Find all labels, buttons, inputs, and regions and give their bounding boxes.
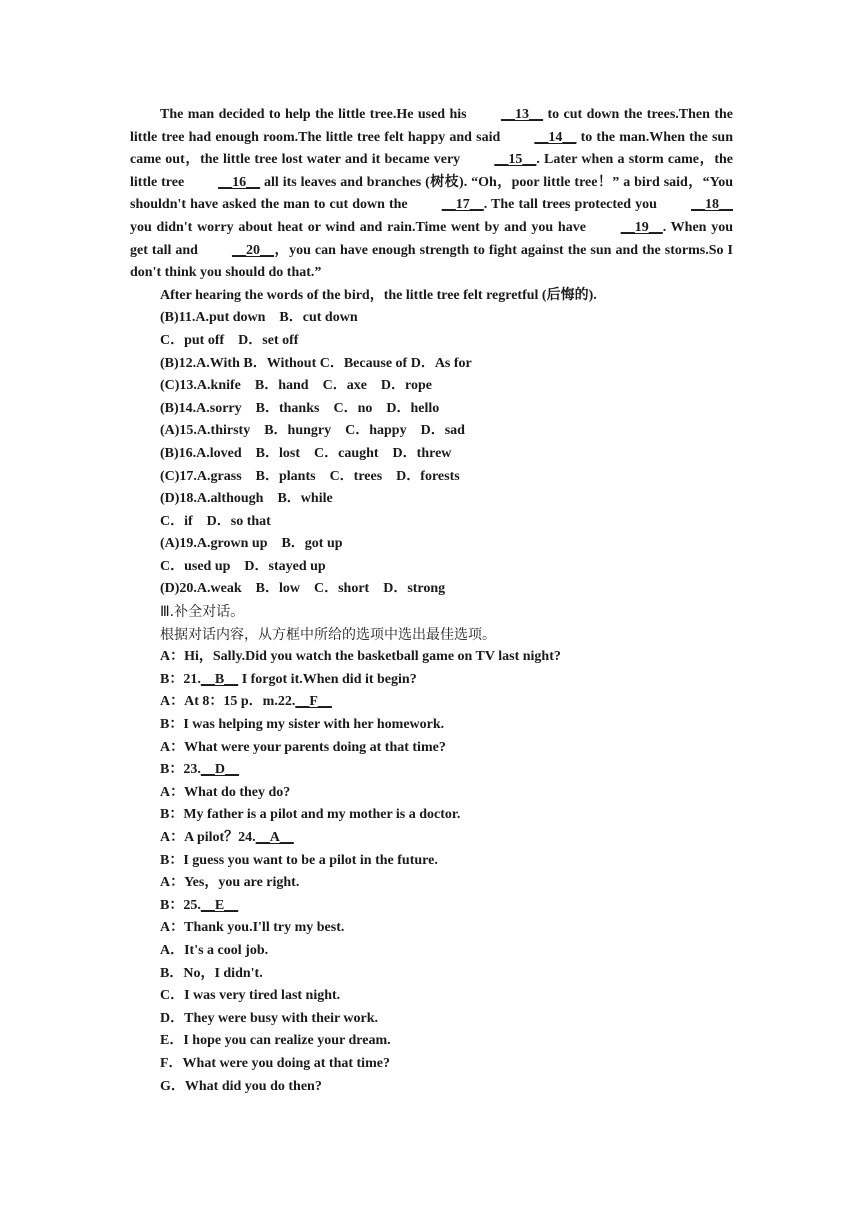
answer-blank: __16__ <box>218 174 261 190</box>
option-item: B．No，I didn't. <box>160 965 263 981</box>
dialogue-line <box>130 895 733 918</box>
dialogue-line <box>130 669 733 692</box>
answer-blank: __17__ <box>441 197 484 213</box>
option-item: G．What did you do then? <box>160 1078 322 1094</box>
answer-blank: __13__ <box>501 107 544 122</box>
passage-paragraph <box>130 104 733 285</box>
answer-blank: __F__ <box>295 694 332 710</box>
text-run: . Later when a storm came，the little tree <box>130 152 734 190</box>
dialogue-line <box>130 691 733 714</box>
text-run: B：21. <box>160 671 201 687</box>
dialogue-line <box>130 714 733 737</box>
text-run: to the man.When the sun came out，the little tree lost water and it became very <box>130 129 733 168</box>
answer-blank: __A__ <box>255 830 294 845</box>
answer-blank: __19__ <box>620 219 663 235</box>
section-instruction: 根据对话内容，从方框中所给的选项中选出最佳选项。 <box>160 626 496 643</box>
dialogue-line <box>130 782 733 805</box>
option-list <box>130 940 733 1098</box>
text-run: A：What were your parents doing at that time? <box>160 739 446 755</box>
answer-line: C．put off D．set off <box>160 332 299 348</box>
answer-line: (A)19.A.grown up B．got up <box>160 536 343 552</box>
answer-blank: __D__ <box>200 762 239 778</box>
answer-line: (D)18.A.although B．while <box>160 491 333 507</box>
answer-line: (D)20.A.weak B．low C．short D．strong <box>160 581 446 597</box>
dialogue-line <box>130 827 733 850</box>
dialogue-line <box>130 872 733 895</box>
answer-line: (A)15.A.thirsty B．hungry C．happy D．sad <box>160 423 465 439</box>
text-run: ，you can have enough strength to fight against the sun and the storms.So I don't think you should do that.” <box>130 242 734 281</box>
dialogue-line <box>130 646 733 669</box>
answer-blank: __B__ <box>200 671 239 687</box>
text-run: you didn't worry about heat or wind and rain.Time went by and you have <box>130 219 591 235</box>
dialogue-line <box>130 804 733 827</box>
answer-blank: __20__ <box>232 242 275 258</box>
answer-line: C．used up D．stayed up <box>160 558 326 574</box>
dialogue-line <box>130 737 733 760</box>
text-run: . The tall trees protected you <box>483 197 661 213</box>
text-run: I forgot it.When did it begin? <box>238 671 417 687</box>
answer-line: (C)17.A.grass B．plants C．trees D．forests <box>160 468 460 484</box>
text-run: A：A pilot？24. <box>160 830 256 845</box>
text-run: B：I guess you want to be a pilot in the future. <box>160 852 438 868</box>
text-run: The man decided to help the little tree.He used his <box>160 107 472 122</box>
text-run: B：I was helping my sister with her homework. <box>160 717 445 733</box>
passage-conclusion: After hearing the words of the bird，the little tree felt regretful (后悔的). <box>160 287 597 303</box>
option-item: A．It's a cool job. <box>160 942 269 958</box>
text-run: A：Yes，you are right. <box>160 875 300 891</box>
text-run: A：What do they do? <box>160 784 291 800</box>
answer-line: (C)13.A.knife B．hand C．axe D．rope <box>160 378 432 394</box>
text-run: to cut down the trees.Then the little tree had enough room.The little tree felt happy and said <box>130 107 733 145</box>
dialogue-line <box>130 850 733 873</box>
answer-blank: __15__ <box>494 152 537 168</box>
document-page <box>130 104 733 1098</box>
dialogue <box>130 646 733 940</box>
option-item: C．I was very tired last night. <box>160 988 341 1004</box>
text-run: A：Thank you.I'll try my best. <box>160 920 345 936</box>
dialogue-line <box>130 917 733 940</box>
answer-blank: __14__ <box>534 129 577 145</box>
option-item: D．They were busy with their work. <box>160 1010 379 1026</box>
answer-blank: __18__ <box>691 197 733 213</box>
dialogue-line <box>130 759 733 782</box>
answer-line: C．if D．so that <box>160 513 271 529</box>
answer-line: (B)16.A.loved B．lost C．caught D．threw <box>160 445 452 461</box>
text-run: B：23. <box>160 762 201 778</box>
text-run: A：At 8：15 p．m.22. <box>160 694 296 710</box>
option-item: F．What were you doing at that time? <box>160 1055 390 1071</box>
text-run: B：25. <box>160 897 201 913</box>
answer-line: (B)11.A.put down B．cut down <box>160 310 358 326</box>
text-run: A：Hi，Sally.Did you watch the basketball game on TV last night? <box>160 649 561 665</box>
answer-line: (B)14.A.sorry B．thanks C．no D．hello <box>160 400 440 416</box>
answer-list <box>130 307 733 601</box>
section-title: Ⅲ.补全对话。 <box>160 604 245 621</box>
text-run: B：My father is a pilot and my mother is a doctor. <box>160 807 461 823</box>
text-run: . When you get tall and <box>130 219 733 258</box>
answer-line: (B)12.A.With B．Without C．Because of D．As for <box>160 355 472 371</box>
answer-blank: __E__ <box>200 897 239 913</box>
option-item: E．I hope you can realize your dream. <box>160 1033 391 1049</box>
text-run: all its leaves and branches (树枝). “Oh，poor little tree！” a bird said，“You shouldn't have asked the man to cut down the <box>130 174 733 213</box>
